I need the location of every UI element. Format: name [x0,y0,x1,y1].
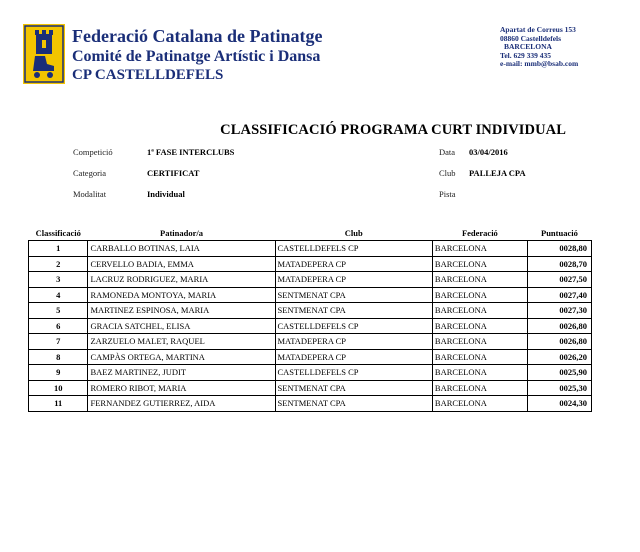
modality-value: Individual [147,189,185,199]
federation-cell: BARCELONA [432,318,527,334]
contact-address: Apartat de Correus 153 [500,25,576,34]
federation-cell: BARCELONA [432,396,527,412]
col-header-score: Puntuació [541,228,578,238]
table-row [29,365,592,381]
col-header-club: Club [344,228,363,238]
federation-cell: BARCELONA [432,365,527,381]
federation-cell: BARCELONA [432,380,527,396]
federation-cell: BARCELONA [432,287,527,303]
skater-cell: LACRUZ RODRIGUEZ, MARIA [88,272,275,288]
rank-cell: 4 [29,287,88,303]
club-cell: MATADEPERA CP [275,272,432,288]
contact-city: BARCELONA [504,42,552,51]
skater-cell: CERVELLO BADIA, EMMA [88,256,275,272]
score-cell: 0027,50 [527,272,591,288]
report-title [0,122,566,139]
contact-block [500,26,578,69]
table-row [29,334,592,350]
federation-cell: BARCELONA [432,241,527,257]
score-cell: 0026,80 [527,318,591,334]
skater-cell: CARBALLO BOTINAS, LAIA [88,241,275,257]
federation-cell: BARCELONA [432,272,527,288]
score-cell: 0026,80 [527,334,591,350]
col-header-rank: Classificació [35,228,81,238]
table-row [29,349,592,365]
club-value: PALLEJA CPA [469,168,526,178]
rank-cell: 1 [29,241,88,257]
modality-label: Modalitat [73,189,107,199]
skater-cell: ROMERO RIBOT, MARIA [88,380,275,396]
results-body [29,241,592,412]
date-value: 03/04/2016 [469,147,508,157]
rank-cell: 10 [29,380,88,396]
score-cell: 0028,70 [527,256,591,272]
rink-label: Pista [439,189,456,199]
table-row [29,256,592,272]
federation-cell: BARCELONA [432,256,527,272]
category-label: Categoria [73,168,107,178]
table-row [29,396,592,412]
score-cell: 0026,20 [527,349,591,365]
organization-header [72,26,322,84]
club-cell: SENTMENAT CPA [275,303,432,319]
score-cell: 0027,40 [527,287,591,303]
rank-cell: 11 [29,396,88,412]
rank-cell: 6 [29,318,88,334]
club-cell: MATADEPERA CP [275,334,432,350]
skater-cell: FERNANDEZ GUTIERREZ, AIDA [88,396,275,412]
competition-value: 1ª FASE INTERCLUBS [147,147,235,157]
score-cell: 0024,30 [527,396,591,412]
table-row [29,287,592,303]
club-cell: MATADEPERA CP [275,256,432,272]
skater-cell: MARTINEZ ESPINOSA, MARIA [88,303,275,319]
club-name: CP CASTELLDEFELS [72,67,224,83]
federation-cell: BARCELONA [432,303,527,319]
contact-email: e-mail: mmb@bsab.com [500,59,579,68]
club-cell: CASTELLDEFELS CP [275,318,432,334]
skater-cell: CAMPÀS ORTEGA, MARTINA [88,349,275,365]
rank-cell: 7 [29,334,88,350]
club-cell: SENTMENAT CPA [275,287,432,303]
score-cell: 0027,30 [527,303,591,319]
col-header-federation: Federació [461,228,498,238]
rank-cell: 3 [29,272,88,288]
table-header-row [29,226,592,241]
committee-name: Comité de Patinatge Artístic i Dansa [72,48,321,65]
castle-skate-icon [23,24,65,84]
skater-cell: ZARZUELO MALET, RAQUEL [88,334,275,350]
club-cell: CASTELLDEFELS CP [275,365,432,381]
rank-cell: 5 [29,303,88,319]
club-cell: SENTMENAT CPA [275,396,432,412]
club-cell: MATADEPERA CP [275,349,432,365]
rank-cell: 2 [29,256,88,272]
club-cell: CASTELLDEFELS CP [275,241,432,257]
federation-logo [23,24,65,84]
competition-label: Competició [73,147,113,157]
org-name: Federació Catalana de Patinatge [72,26,323,46]
federation-cell: BARCELONA [432,334,527,350]
rank-cell: 8 [29,349,88,365]
rank-cell: 9 [29,365,88,381]
table-row [29,272,592,288]
skater-cell: GRACIA SATCHEL, ELISA [88,318,275,334]
contact-postal: 08860 Castelldefels [500,33,562,43]
table-row [29,241,592,257]
club-label: Club [439,168,456,178]
contact-phone: Tel. 629 339 435 [500,50,551,60]
score-cell: 0028,80 [527,241,591,257]
report-title-text: CLASSIFICACIÓ PROGRAMA CURT INDIVIDUAL [220,122,566,138]
category-value: CERTIFICAT [147,168,200,178]
col-header-skater: Patinador/a [160,228,203,238]
score-cell: 0025,30 [527,380,591,396]
date-label: Data [439,147,456,157]
skater-cell: BAEZ MARTINEZ, JUDIT [88,365,275,381]
table-row [29,318,592,334]
club-cell: SENTMENAT CPA [275,380,432,396]
score-cell: 0025,90 [527,365,591,381]
skater-cell: RAMONEDA MONTOYA, MARIA [88,287,275,303]
table-row [29,303,592,319]
table-row [29,380,592,396]
federation-cell: BARCELONA [432,349,527,365]
results-table [28,226,592,412]
